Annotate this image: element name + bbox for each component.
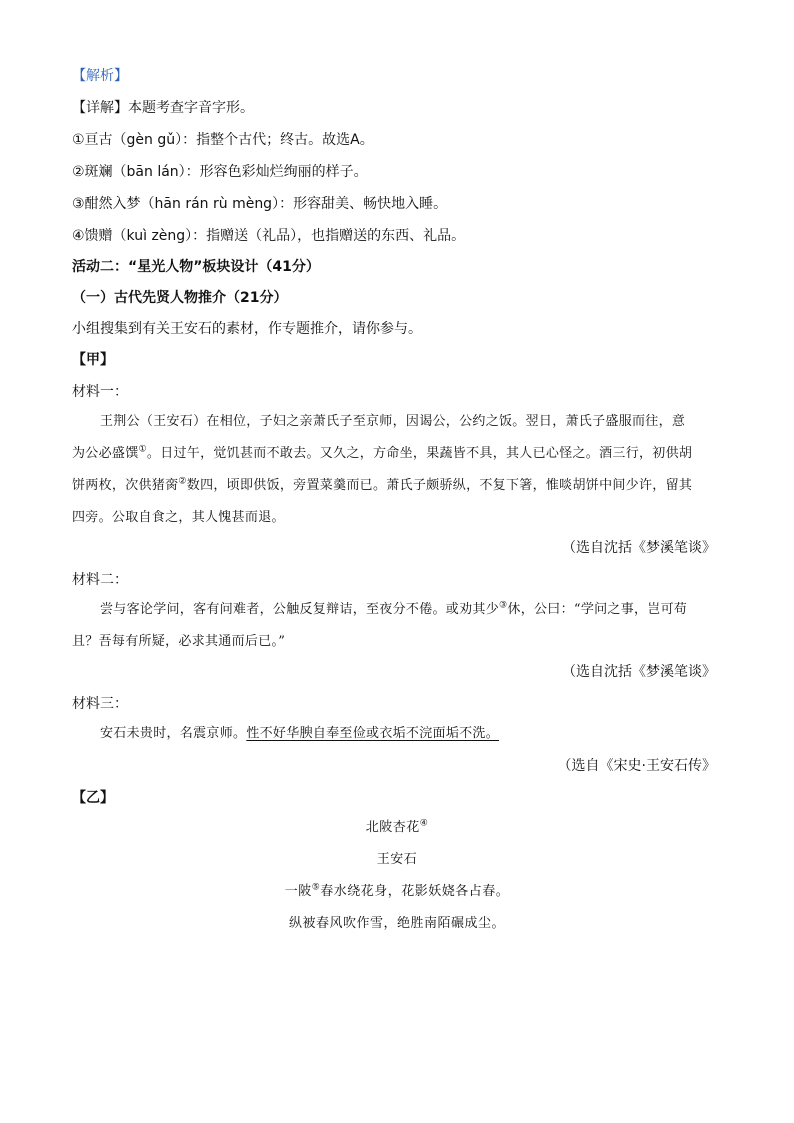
underlined-sentence: 性不好华腴自奉至俭或衣垢不浣面垢不洗。 (246, 726, 500, 741)
material1-line-2 (72, 444, 692, 464)
poem-line-1 (0, 882, 794, 902)
material3-line (100, 724, 499, 744)
material1-title: 材料一： (72, 384, 128, 400)
footnote-marker: ① (138, 444, 147, 455)
jia-label: 【甲】 (72, 352, 114, 368)
text-span: 尝与客论学问，客有问难者，公触反复辩诘，至夜分不倦。或劝其少 (100, 602, 500, 617)
text-span: 北陂杏花 (365, 820, 420, 835)
text-span: 数四，顷即供饭，旁置菜羹而已。萧氏子颇骄纵，不复下箸，惟啖胡饼中间少许，留其 (186, 478, 693, 493)
material3-title: 材料三： (72, 696, 128, 712)
footnote-marker: ⑤ (311, 882, 321, 893)
material3-source: （选自《宋史·王安石传》 (557, 758, 716, 774)
poem-author: 王安石 (376, 852, 418, 867)
instruction-text: 小组搜集到有关王安石的素材，作专题推介，请你参与。 (72, 321, 422, 337)
yi-label: 【乙】 (72, 790, 114, 806)
poem-title (0, 818, 794, 838)
material1-line-1: 王荆公（王安石）在相位，子妇之亲萧氏子至京师，因谒公，公约之饭。翌日，萧氏子盛服而往，意 (100, 414, 686, 429)
material1-line-3 (72, 476, 692, 496)
section-title: （一）古代先贤人物推介（21分） (72, 290, 288, 306)
text-span: 一陂 (284, 884, 312, 899)
detail-intro: 【详解】本题考查字音字形。 (72, 100, 254, 116)
detail-item-3: ③酣然入梦（hān rán rù mèng）：形容甜美、畅快地入睡。 (72, 196, 448, 212)
text-span: 春水绕花身，花影妖娆各占春。 (320, 884, 510, 899)
material2-title: 材料二： (72, 572, 128, 588)
text-span: 安石未贵时，名震京师。 (100, 726, 247, 741)
detail-item-4: ④馈赠（kuì zèng）：指赠送（礼品），也指赠送的东西、礼品。 (72, 228, 466, 244)
footnote-marker: ② (178, 476, 187, 487)
text-span: 饼两枚，次供猪脔 (72, 478, 179, 493)
text-span: 休，公曰：“学问之事，岂可苟 (507, 602, 688, 617)
text-span: 为公必盛馔 (72, 446, 139, 461)
material1-source: （选自沈括《梦溪笔谈》 (562, 540, 716, 556)
footnote-marker: ③ (499, 600, 508, 611)
detail-item-1: ①亘古（gèn gǔ）：指整个古代；终古。故选A。 (72, 132, 374, 148)
text-span: 。日过午，觉饥甚而不敢去。又久之，方命坐，果蔬皆不具，其人已心怪之。酒三行，初供胡 (146, 446, 693, 461)
material2-line-1 (100, 600, 687, 620)
material2-line-2: 且？吾每有所疑，必求其通而后已。” (72, 634, 286, 649)
analysis-label: 【解析】 (72, 68, 128, 84)
poem-line-2: 纵被春风吹作雪，绝胜南陌碾成尘。 (288, 916, 505, 931)
activity-title: 活动二：“星光人物”板块设计（41分） (72, 259, 320, 275)
detail-item-2: ②斑斓（bān lán）：形容色彩灿烂绚丽的样子。 (72, 164, 368, 180)
material1-line-4: 四旁。公取自食之，其人愧甚而退。 (72, 510, 285, 525)
material2-source: （选自沈括《梦溪笔谈》 (562, 664, 716, 680)
footnote-marker: ④ (419, 818, 429, 829)
